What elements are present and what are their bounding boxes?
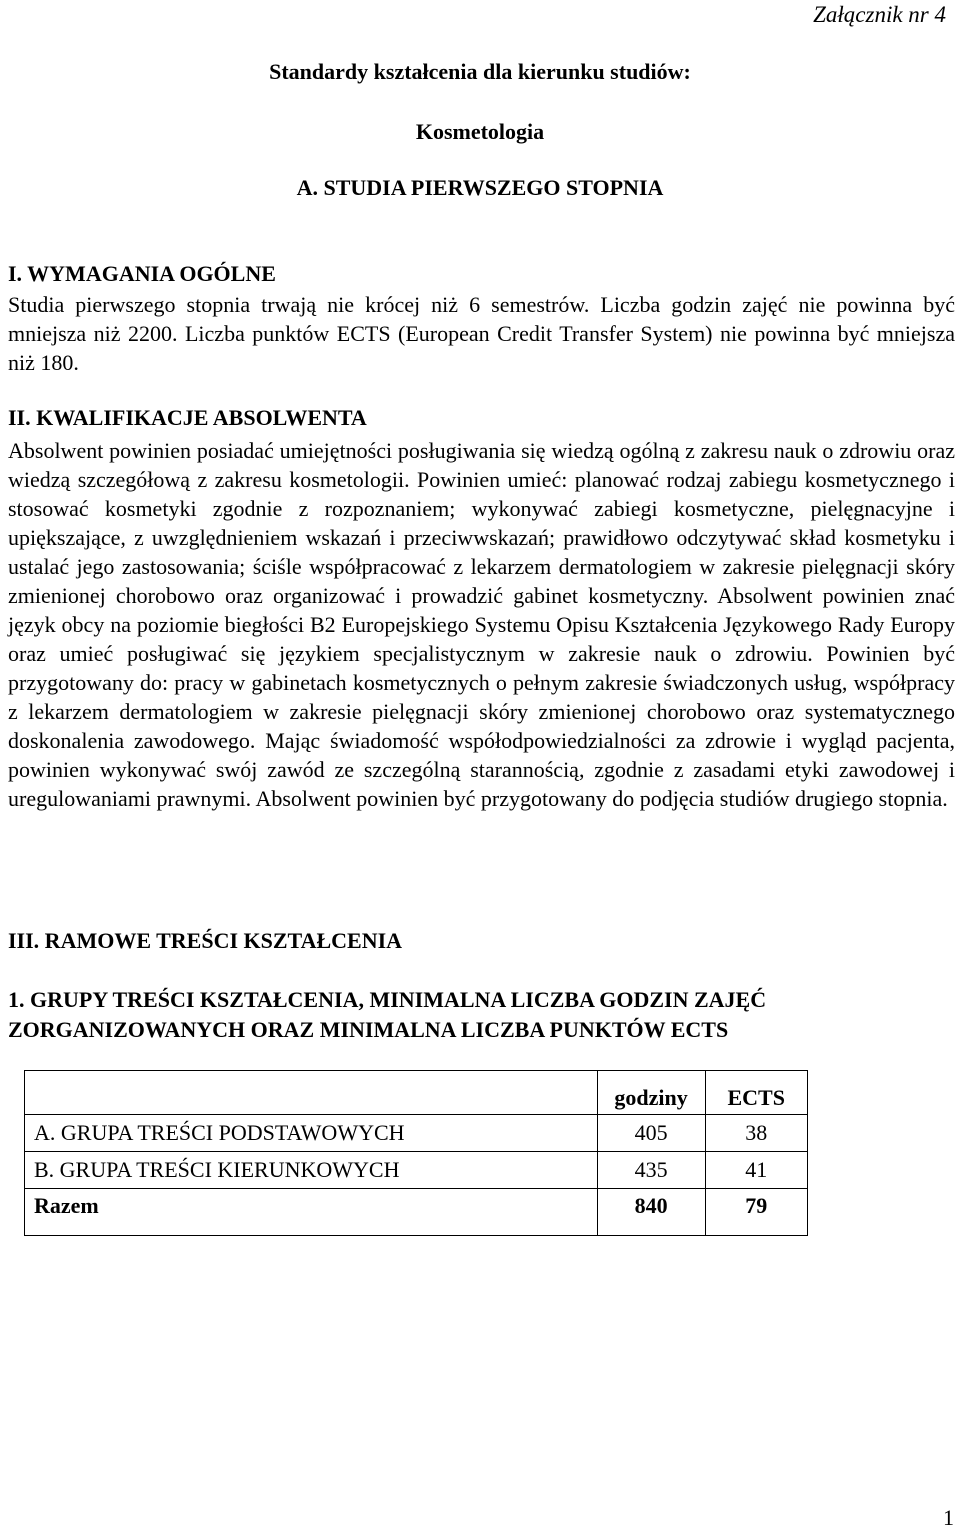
section-framework-subheading: 1. GRUPY TREŚCI KSZTAŁCENIA, MINIMALNA LICZBA GODZIN ZAJĘĆ ZORGANIZOWANYCH ORAZ MINIMALNA LICZBA PUNKTÓW ECTS: [8, 987, 767, 1042]
table-total-name: Razem: [25, 1189, 598, 1236]
hours-ects-table: [24, 1070, 808, 1236]
table-total-ects: 79: [705, 1189, 808, 1236]
table-row: [25, 1115, 808, 1152]
major-name: Kosmetologia: [415, 119, 545, 144]
document-title: Standardy kształcenia dla kierunku studiów:: [269, 59, 691, 84]
page-number: 1: [943, 1505, 954, 1530]
section-qualifications-heading: II. KWALIFIKACJE ABSOLWENTA: [8, 405, 367, 430]
table-header-name: [25, 1071, 598, 1115]
table-cell-name: A. GRUPA TREŚCI PODSTAWOWYCH: [25, 1115, 598, 1152]
table-cell-ects: 41: [705, 1152, 808, 1189]
section-general-text: Studia pierwszego stopnia trwają nie krócej niż 6 semestrów. Liczba godzin zajęć nie powinna być mniejsza niż 2200. Liczba punktów ECTS (European Credit Transfer System) nie powinna być mniejsza niż 180.: [8, 292, 955, 375]
study-level: A. STUDIA PIERWSZEGO STOPNIA: [296, 175, 664, 200]
table-header-ects: ECTS: [705, 1071, 808, 1115]
table-cell-hours: 405: [597, 1115, 705, 1152]
table-header-hours: godziny: [597, 1071, 705, 1115]
table-total-row: [25, 1189, 808, 1236]
table-row: [25, 1152, 808, 1189]
table-cell-ects: 38: [705, 1115, 808, 1152]
section-qualifications-text: Absolwent powinien posiadać umiejętności posługiwania się wiedzą ogólną z zakresu nauk o zdrowiu oraz wiedzą szczegółową z zakresu kosmetologii. Powinien umieć: planować rodzaj zabiegu kosmetycznego i stosować kosmetyki zgodnie z rozpoznaniem; wykonywać zabiegi kosmetyczne, pielęgnacyjne i upiększające, z uwzględnieniem wskazań i przeciwwskazań; prawidłowo odczytywać skład kosmetyku i ustalać jego zastosowania; ściśle współpracować z lekarzem dermatologiem w zakresie pielęgnacji skóry zmienionej chorobowo oraz organizować i prowadzić gabinet kosmetyczny. Absolwent powinien znać język obcy na poziomie biegłości B2 Europejskiego Systemu Opisu Kształcenia Językowego Rady Europy oraz umieć posługiwać się językiem specjalistycznym w zakresie nauk o zdrowiu. Powinien być przygotowany do: pracy w gabinetach kosmetycznych o pełnym zakresie świadczonych usług, współpracy z lekarzem dermatologiem w zakresie pielęgnacji skóry zmienionej chorobowo oraz systematycznego doskonalenia zawodowego. Mając świadomość współodpowiedzialności za zdrowie i wygląd pacjenta, powinien wykonywać swój zawód ze szczególną starannością, zgodnie z zasadami etyki zawodowej i uregulowaniami prawnymi. Absolwent powinien być przygotowany do podjęcia studiów drugiego stopnia.: [8, 438, 955, 811]
table-cell-hours: 435: [597, 1152, 705, 1189]
attachment-label: Załącznik nr 4: [813, 2, 946, 27]
section-general-heading: I. WYMAGANIA OGÓLNE: [8, 261, 276, 286]
table-cell-name: B. GRUPA TREŚCI KIERUNKOWYCH: [25, 1152, 598, 1189]
table-total-hours: 840: [597, 1189, 705, 1236]
table-header-row: [25, 1071, 808, 1115]
section-framework-heading: III. RAMOWE TREŚCI KSZTAŁCENIA: [8, 928, 403, 953]
